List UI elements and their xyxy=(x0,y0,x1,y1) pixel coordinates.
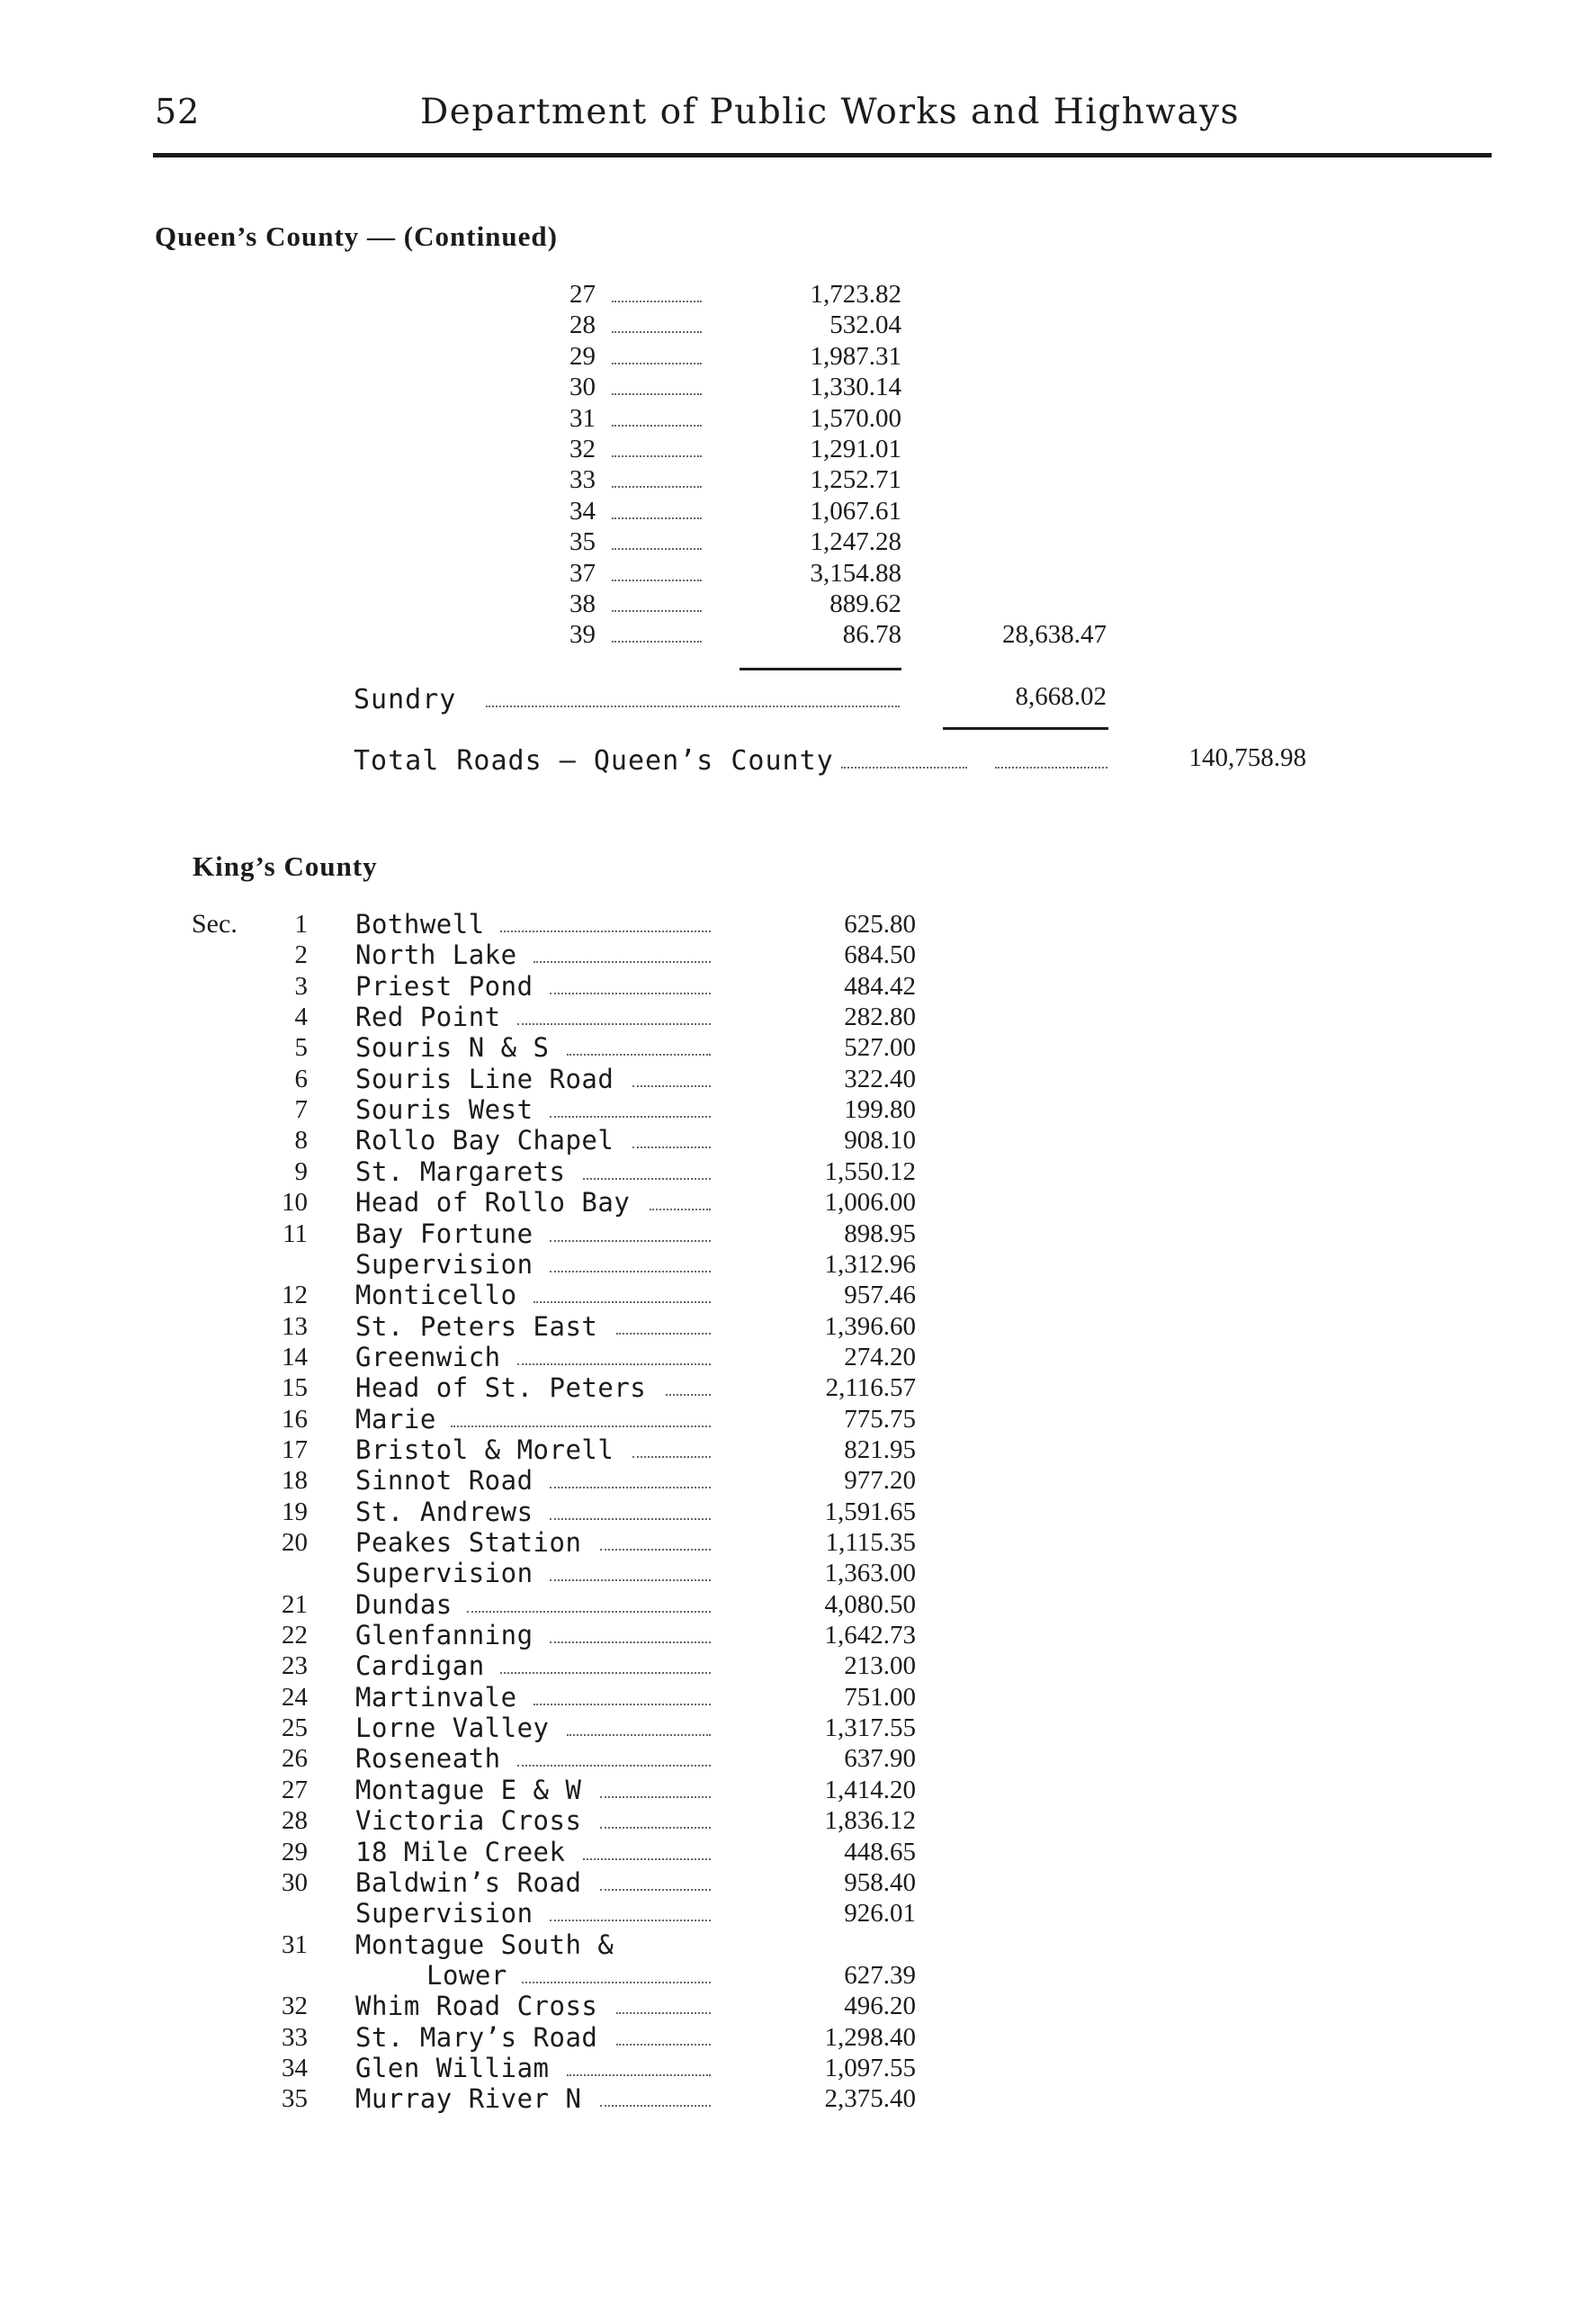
dot-leader xyxy=(550,987,711,994)
sundry-amount: 8,668.02 xyxy=(1015,682,1107,711)
road-name: St. Peters East xyxy=(355,1310,598,1342)
queens-subtotal: 28,638.47 xyxy=(1002,620,1107,650)
table-row xyxy=(0,1589,1596,1620)
sundry-rule xyxy=(943,727,1108,730)
row-amount: 684.50 xyxy=(844,940,916,970)
row-number: 37 xyxy=(569,558,596,588)
dot-leader xyxy=(616,1327,711,1335)
row-amount: 1,414.20 xyxy=(824,1775,916,1804)
table-row xyxy=(0,2083,1596,2114)
road-name: St. Margarets xyxy=(355,1155,566,1187)
section-number: 1 xyxy=(294,910,308,939)
dot-leader xyxy=(612,419,702,427)
row-number: 34 xyxy=(569,496,596,526)
table-row xyxy=(0,1032,1596,1063)
dot-leader xyxy=(612,605,702,612)
dot-leader xyxy=(616,2038,711,2046)
table-row xyxy=(0,589,1596,619)
row-amount: 1,291.01 xyxy=(810,435,901,463)
queens-subtotal-rule xyxy=(740,668,901,670)
section-number: 24 xyxy=(282,1682,308,1712)
row-number: 35 xyxy=(569,527,596,557)
table-row xyxy=(0,1465,1596,1496)
table-row xyxy=(0,1682,1596,1713)
table-row xyxy=(0,1280,1596,1310)
row-amount: 1,836.12 xyxy=(824,1806,916,1836)
row-amount: 957.46 xyxy=(844,1281,916,1310)
road-name: Victoria Cross xyxy=(355,1805,582,1837)
section-number: 28 xyxy=(282,1806,308,1836)
table-row xyxy=(0,1125,1596,1155)
section-number: 11 xyxy=(282,1218,308,1248)
dot-leader xyxy=(517,1018,711,1025)
table-row xyxy=(0,971,1596,1002)
section-number: 32 xyxy=(282,1992,308,2021)
table-row xyxy=(0,1650,1596,1681)
section-number: 25 xyxy=(282,1713,308,1743)
kings-county-heading: King’s County xyxy=(193,850,378,882)
dot-leader xyxy=(612,295,702,302)
dot-leader xyxy=(612,635,702,643)
table-row xyxy=(0,496,1596,526)
total-leader-b xyxy=(995,761,1107,769)
table-row xyxy=(0,434,1596,464)
road-name: Souris N & S xyxy=(355,1032,550,1064)
table-row xyxy=(0,1002,1596,1032)
dot-leader xyxy=(517,1358,711,1365)
row-number: 32 xyxy=(569,435,596,463)
row-amount: 625.80 xyxy=(844,910,916,939)
table-row xyxy=(0,1249,1596,1280)
row-amount: 1,723.82 xyxy=(810,280,901,309)
row-amount: 637.90 xyxy=(844,1744,916,1774)
section-number: 3 xyxy=(294,971,308,1001)
dot-leader xyxy=(632,1141,711,1148)
row-amount: 4,080.50 xyxy=(824,1589,916,1619)
road-name: Roseneath xyxy=(355,1743,501,1775)
dot-leader xyxy=(567,2069,711,2076)
section-number: 35 xyxy=(282,2084,308,2114)
dot-leader xyxy=(550,1265,711,1272)
table-row xyxy=(0,909,1596,940)
section-number: 30 xyxy=(282,1867,308,1897)
road-name: Glenfanning xyxy=(355,1620,533,1651)
section-number: 6 xyxy=(294,1064,308,1093)
row-amount: 1,312.96 xyxy=(824,1249,916,1279)
row-amount: 496.20 xyxy=(844,1992,916,2021)
road-name: Murray River N xyxy=(355,2083,582,2115)
sundry-leader xyxy=(486,700,900,707)
table-row xyxy=(0,1094,1596,1125)
row-number: 39 xyxy=(569,620,596,650)
section-number: 17 xyxy=(282,1434,308,1464)
road-name: Souris Line Road xyxy=(355,1063,614,1094)
dot-leader xyxy=(612,388,702,395)
dot-leader xyxy=(550,1481,711,1488)
table-row xyxy=(0,310,1596,340)
road-name: Montague E & W xyxy=(355,1774,582,1805)
table-row xyxy=(0,1960,1596,1991)
dot-leader xyxy=(600,1884,711,1891)
dot-leader xyxy=(550,1914,711,1921)
table-row xyxy=(0,1775,1596,1805)
row-amount: 908.10 xyxy=(844,1126,916,1155)
row-amount: 958.40 xyxy=(844,1867,916,1897)
table-row xyxy=(0,1187,1596,1218)
table-row xyxy=(0,1372,1596,1403)
road-name: Priest Pond xyxy=(355,970,533,1002)
road-name: Glen William xyxy=(355,2052,550,2083)
section-number: 5 xyxy=(294,1033,308,1063)
row-amount: 274.20 xyxy=(844,1342,916,1371)
table-row xyxy=(0,1898,1596,1929)
section-number: 4 xyxy=(294,1003,308,1032)
row-amount: 2,375.40 xyxy=(824,2084,916,2114)
dot-leader xyxy=(666,1389,711,1396)
road-name: Monticello xyxy=(355,1280,517,1311)
road-name: Peakes Station xyxy=(355,1527,582,1558)
table-row xyxy=(0,464,1596,495)
dot-leader xyxy=(567,1048,711,1056)
table-row xyxy=(0,341,1596,372)
row-amount: 527.00 xyxy=(844,1033,916,1063)
section-number: 10 xyxy=(282,1188,308,1218)
row-amount: 1,642.73 xyxy=(824,1621,916,1650)
total-leader-a xyxy=(841,761,967,769)
row-amount: 448.65 xyxy=(844,1837,916,1866)
road-name: Red Point xyxy=(355,1002,501,1033)
row-amount: 1,252.71 xyxy=(810,465,901,495)
section-number: 15 xyxy=(282,1373,308,1403)
row-amount: 1,396.60 xyxy=(824,1311,916,1341)
row-amount: 1,298.40 xyxy=(824,2022,916,2052)
dot-leader xyxy=(612,543,702,550)
section-number: 12 xyxy=(282,1281,308,1310)
row-amount: 926.01 xyxy=(844,1899,916,1929)
table-row xyxy=(0,372,1596,402)
section-number: 18 xyxy=(282,1466,308,1496)
row-amount: 282.80 xyxy=(844,1003,916,1032)
total-roads-amount: 140,758.98 xyxy=(1188,743,1306,772)
row-amount: 977.20 xyxy=(844,1466,916,1496)
table-row xyxy=(0,1527,1596,1558)
row-amount: 1,247.28 xyxy=(810,527,901,557)
dot-leader xyxy=(612,450,702,457)
section-number: 8 xyxy=(294,1126,308,1155)
section-number: 16 xyxy=(282,1404,308,1434)
road-name: North Lake xyxy=(355,940,517,971)
page-number: 52 xyxy=(155,92,201,131)
table-row xyxy=(0,1311,1596,1342)
section-number: 33 xyxy=(282,2022,308,2052)
dot-leader xyxy=(583,1853,711,1860)
table-row xyxy=(0,1837,1596,1867)
dot-leader xyxy=(616,2007,711,2014)
table-row xyxy=(0,1929,1596,1960)
table-row xyxy=(0,1867,1596,1898)
dot-leader xyxy=(567,1729,711,1736)
road-name: St. Mary’s Road xyxy=(355,2021,598,2053)
dot-leader xyxy=(612,357,702,364)
dot-leader xyxy=(632,1080,711,1087)
row-number: 29 xyxy=(569,341,596,371)
road-name: Bristol & Morell xyxy=(355,1434,614,1465)
dot-leader xyxy=(500,925,711,932)
dot-leader xyxy=(533,1698,711,1705)
section-number: 34 xyxy=(282,2053,308,2082)
dot-leader xyxy=(500,1667,711,1674)
row-amount: 1,591.65 xyxy=(824,1497,916,1526)
sec-label: Sec. xyxy=(192,909,238,939)
road-name: Montague South & xyxy=(355,1929,614,1960)
section-number: 9 xyxy=(294,1156,308,1186)
table-row xyxy=(0,279,1596,310)
table-row xyxy=(0,1156,1596,1187)
row-amount: 213.00 xyxy=(844,1651,916,1681)
page-title: Department of Public Works and Highways xyxy=(420,92,1241,132)
dot-leader xyxy=(550,1636,711,1643)
row-amount: 1,006.00 xyxy=(824,1188,916,1218)
road-name: Head of St. Peters xyxy=(355,1372,647,1404)
section-number: 23 xyxy=(282,1651,308,1681)
row-amount: 484.42 xyxy=(844,971,916,1001)
section-number: 22 xyxy=(282,1621,308,1650)
table-row xyxy=(0,1620,1596,1650)
row-amount: 1,363.00 xyxy=(824,1559,916,1588)
row-amount: 751.00 xyxy=(844,1682,916,1712)
row-amount: 1,550.12 xyxy=(824,1156,916,1186)
table-row xyxy=(0,558,1596,589)
table-row xyxy=(0,1743,1596,1774)
row-amount: 1,317.55 xyxy=(824,1713,916,1743)
section-number: 20 xyxy=(282,1528,308,1557)
dot-leader xyxy=(467,1605,711,1613)
road-name: Dundas xyxy=(355,1588,453,1620)
row-amount: 532.04 xyxy=(829,310,901,340)
dot-leader xyxy=(522,1976,711,1983)
dot-leader xyxy=(612,574,702,581)
header-rule xyxy=(153,153,1492,157)
road-name: Sinnot Road xyxy=(355,1465,533,1497)
dot-leader xyxy=(612,481,702,488)
dot-leader xyxy=(550,1513,711,1520)
road-name: St. Andrews xyxy=(355,1496,533,1527)
row-number: 31 xyxy=(569,403,596,433)
dot-leader xyxy=(550,1111,711,1118)
road-name: Rollo Bay Chapel xyxy=(355,1125,614,1156)
row-amount: 2,116.57 xyxy=(825,1373,916,1403)
table-row xyxy=(0,1404,1596,1434)
row-amount: 898.95 xyxy=(844,1218,916,1248)
dot-leader xyxy=(600,2100,711,2107)
table-row xyxy=(0,1434,1596,1465)
road-name: Lorne Valley xyxy=(355,1713,550,1744)
row-amount: 1,330.14 xyxy=(810,373,901,402)
section-number: 21 xyxy=(282,1589,308,1619)
table-row xyxy=(0,1805,1596,1836)
road-name: Souris West xyxy=(355,1094,533,1126)
dot-leader xyxy=(533,1296,711,1303)
road-name: Supervision xyxy=(355,1248,533,1280)
row-amount: 322.40 xyxy=(844,1064,916,1093)
row-number: 28 xyxy=(569,310,596,340)
section-number: 14 xyxy=(282,1342,308,1371)
row-amount: 3,154.88 xyxy=(810,558,901,588)
row-amount: 775.75 xyxy=(844,1404,916,1434)
section-number: 26 xyxy=(282,1744,308,1774)
section-number: 7 xyxy=(294,1095,308,1125)
row-amount: 821.95 xyxy=(844,1434,916,1464)
dot-leader xyxy=(533,956,711,963)
table-row xyxy=(0,940,1596,970)
dot-leader xyxy=(550,1235,711,1242)
road-name: Cardigan xyxy=(355,1650,485,1682)
table-row xyxy=(0,1064,1596,1094)
road-name: Bay Fortune xyxy=(355,1218,533,1249)
row-amount: 1,570.00 xyxy=(810,403,901,433)
row-amount: 86.78 xyxy=(842,620,901,650)
road-name: Greenwich xyxy=(355,1341,501,1372)
section-number: 29 xyxy=(282,1837,308,1866)
dot-leader xyxy=(451,1420,711,1427)
dot-leader xyxy=(517,1759,711,1767)
road-name: Baldwin’s Road xyxy=(355,1866,582,1898)
table-row xyxy=(0,1218,1596,1249)
section-number: 27 xyxy=(282,1775,308,1804)
dot-leader xyxy=(600,1791,711,1798)
row-number: 33 xyxy=(569,465,596,495)
table-row xyxy=(0,1713,1596,1743)
row-amount: 1,115.35 xyxy=(825,1528,916,1557)
table-row xyxy=(0,403,1596,434)
row-number: 38 xyxy=(569,589,596,618)
row-amount: 627.39 xyxy=(844,1960,916,1990)
total-roads-label: Total Roads — Queen’s County xyxy=(354,745,834,777)
road-name: Marie xyxy=(355,1403,436,1434)
road-name: Martinvale xyxy=(355,1681,517,1713)
table-row xyxy=(0,619,1596,650)
queens-county-heading: Queen’s County — (Continued) xyxy=(155,220,558,252)
table-row xyxy=(0,1497,1596,1527)
table-row xyxy=(0,1991,1596,2021)
row-amount: 1,097.55 xyxy=(824,2053,916,2082)
section-number: 2 xyxy=(294,940,308,970)
dot-leader xyxy=(550,1574,711,1581)
road-name: Whim Road Cross xyxy=(355,1991,598,2022)
road-name: 18 Mile Creek xyxy=(355,1836,566,1867)
row-amount: 199.80 xyxy=(844,1095,916,1125)
row-amount: 1,067.61 xyxy=(810,496,901,526)
row-amount: 1,987.31 xyxy=(810,341,901,371)
row-amount: 889.62 xyxy=(829,589,901,618)
road-name: Bothwell xyxy=(355,909,485,940)
dot-leader xyxy=(600,1821,711,1829)
road-name: Supervision xyxy=(355,1898,533,1929)
section-number: 13 xyxy=(282,1311,308,1341)
road-name: Lower xyxy=(426,1959,507,1991)
table-row xyxy=(0,2022,1596,2053)
table-row xyxy=(0,526,1596,557)
table-row xyxy=(0,2053,1596,2083)
road-name: Supervision xyxy=(355,1558,533,1589)
table-row xyxy=(0,1558,1596,1588)
row-number: 30 xyxy=(569,373,596,402)
road-name: Head of Rollo Bay xyxy=(355,1187,631,1218)
sundry-label: Sundry xyxy=(354,684,457,715)
row-number: 27 xyxy=(569,280,596,309)
dot-leader xyxy=(612,326,702,333)
dot-leader xyxy=(600,1543,711,1551)
section-number: 19 xyxy=(282,1497,308,1526)
dot-leader xyxy=(650,1203,711,1210)
dot-leader xyxy=(583,1173,711,1180)
table-row xyxy=(0,1342,1596,1372)
dot-leader xyxy=(632,1451,711,1458)
section-number: 31 xyxy=(282,1929,308,1959)
dot-leader xyxy=(612,512,702,519)
